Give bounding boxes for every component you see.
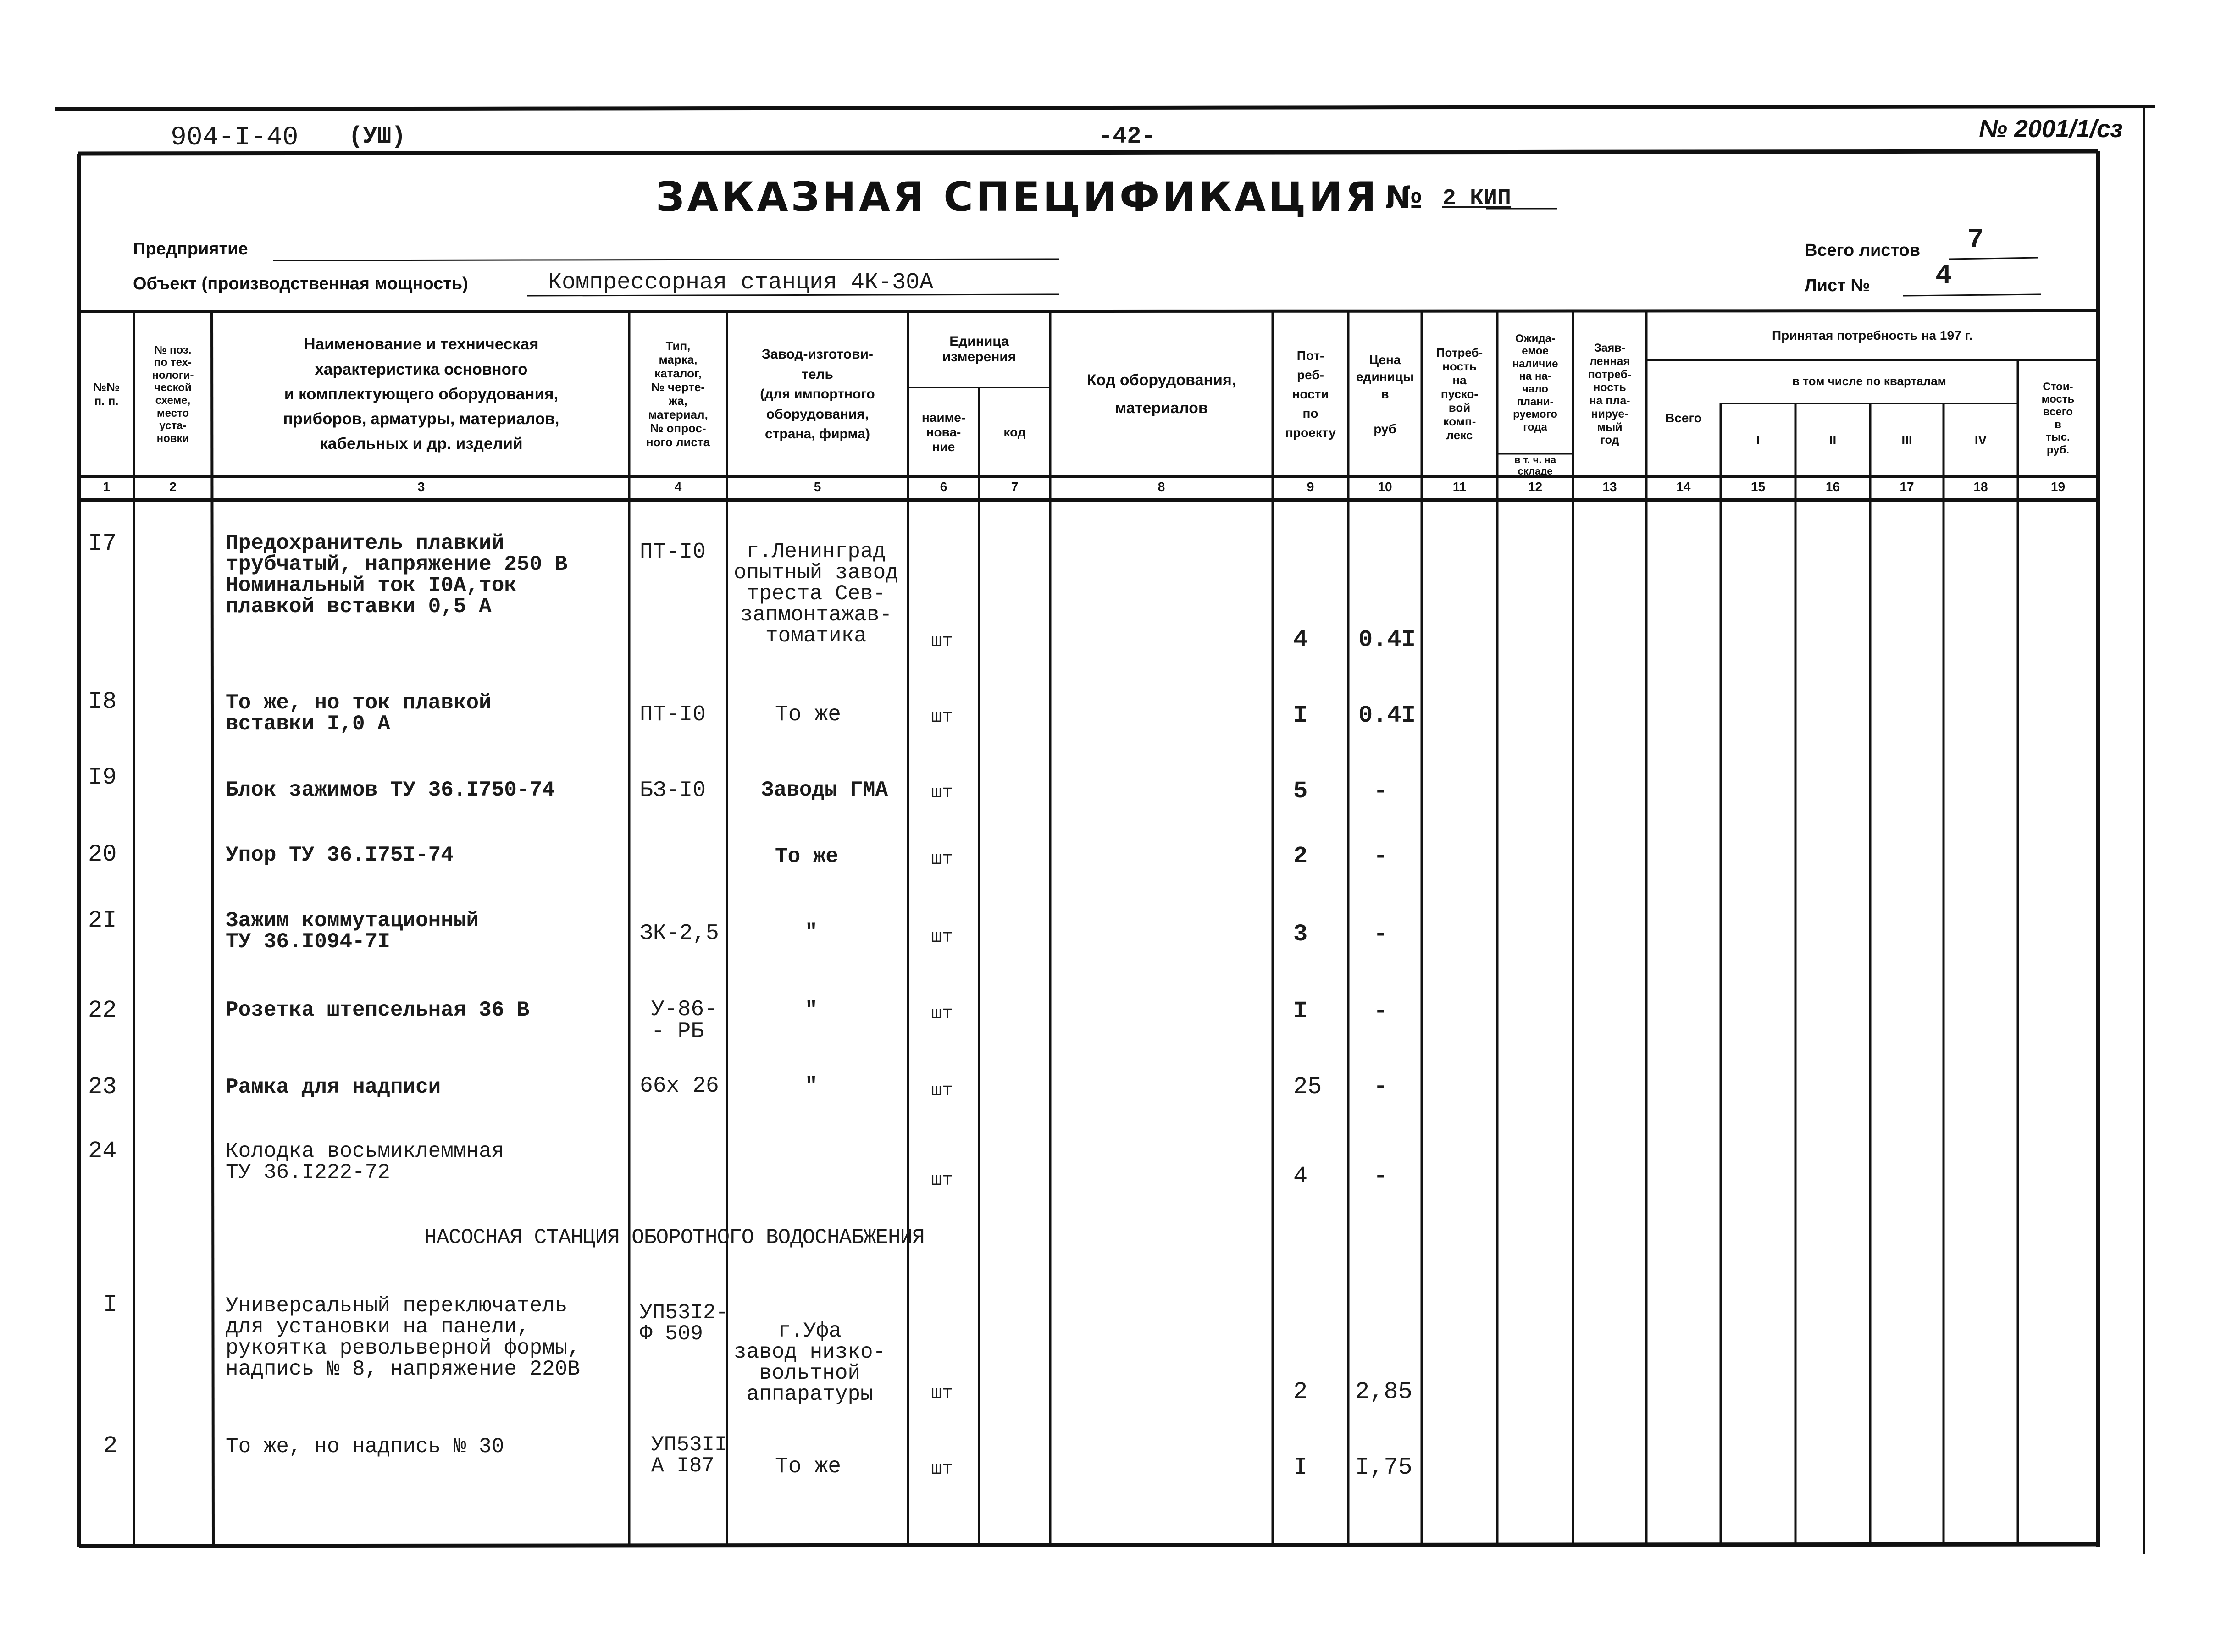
row-item-type: 66х 26 [640, 1074, 719, 1099]
row-item-name: Рамка для надписи [226, 1075, 441, 1099]
row-item-name: Колодка восьмиклеммная ТУ 36.I222-72 [226, 1139, 504, 1184]
row-item-type: БЗ-I0 [640, 778, 706, 803]
row-item-type: УП53I2- Ф 509 [640, 1301, 729, 1346]
row-item-unit: шт [931, 849, 953, 870]
section-code: (УШ) [349, 123, 406, 150]
row-item-unit: шт [931, 1004, 953, 1024]
row-item-name: Блок зажимов ТУ 36.I750-74 [226, 778, 555, 802]
row-item-qty: 3 [1293, 921, 1308, 948]
row-item-price: - [1374, 843, 1388, 870]
row-item-unit: шт [931, 927, 953, 948]
row-item-qty: 25 [1293, 1073, 1322, 1100]
row-number: 2 [103, 1432, 118, 1459]
row-item-name: Зажим коммутационный ТУ 36.I094-7I [226, 909, 479, 954]
col-number: 12 [1528, 480, 1543, 494]
row-item-unit: шт [931, 1459, 953, 1480]
col-number: 4 [674, 480, 682, 494]
row-item-unit: шт [931, 631, 953, 652]
row-item-type: ПТ-I0 [640, 702, 706, 727]
row-item-price: - [1374, 1163, 1388, 1190]
col-header-12: Ожида- емое наличие на на- чало плани- руемого года [1512, 332, 1558, 433]
col-number: 3 [417, 480, 425, 494]
col-header-13: Заяв- ленная потреб- ность на пла- нируе- мый год [1588, 342, 1632, 447]
row-item-maker: " [805, 998, 818, 1022]
row-item-type: ПТ-I0 [640, 540, 706, 564]
row-item-qty: 2 [1293, 843, 1308, 870]
row-item-maker: г.Уфа завод низко- вольтной аппаратуры [734, 1319, 886, 1406]
col-header-2: № поз. по тех- нологи- ческой схеме, место уста- новки [152, 343, 194, 445]
row-item-unit: шт [931, 707, 953, 728]
col-header-6: наиме- нова- ние [921, 410, 966, 454]
row-item-type: У-86- - РБ [651, 997, 718, 1044]
col-number: 17 [1900, 480, 1914, 494]
row-number: I7 [88, 530, 117, 557]
col-header-8: Код оборудования, материалов [1086, 371, 1236, 417]
col-header-6-7-group: Единица измерения [942, 333, 1016, 365]
row-item-qty: 4 [1293, 626, 1308, 653]
col-header-15: I [1756, 432, 1760, 447]
col-number: 7 [1011, 480, 1019, 494]
archive-stamp: № 2001/1/сз [1979, 115, 2123, 143]
row-item-type: ЗК-2,5 [640, 921, 719, 946]
col-header-11: Потреб- ность на пуско- вой комп- лекс [1436, 346, 1483, 442]
row-item-price: 0.4I [1358, 702, 1416, 729]
row-item-name: То же, но надпись № 30 [226, 1435, 504, 1459]
col-number: 19 [2050, 480, 2066, 494]
col-header-5: Завод-изготови- тель (для импортного оборудования, страна, фирма) [760, 347, 875, 442]
col-number: 2 [169, 480, 177, 494]
row-item-maker: Заводы ГМА [761, 778, 888, 802]
total-sheets-label: Всего листов [1805, 241, 1921, 260]
row-item-qty: 5 [1293, 778, 1308, 805]
row-item-qty: 4 [1293, 1163, 1308, 1190]
row-item-price: - [1374, 1073, 1388, 1100]
col-header-14-19-group: Принятая потребность на 197 г. [1772, 328, 1973, 343]
row-item-qty: 2 [1293, 1378, 1308, 1405]
spec-number-value: 2 КИП [1442, 186, 1512, 212]
col-header-17: III [1901, 432, 1912, 447]
row-item-name: Универсальный переключатель для установки на панели, рукоятка револьверной формы, надпись № 8, напряжение 220В [226, 1294, 580, 1381]
col-header-7: код [1003, 425, 1026, 439]
row-item-maker: То же [775, 1454, 842, 1479]
col-header-12-sub: в т. ч. на складе [1514, 453, 1556, 477]
col-number: 14 [1676, 480, 1691, 494]
col-number: 18 [1973, 480, 1988, 494]
col-number: 16 [1825, 480, 1840, 494]
row-item-maker: " [805, 920, 818, 944]
page-number: -42- [1098, 123, 1156, 150]
row-item-maker: г.Ленинград опытный завод треста Сев- запмонтажав- томатика [734, 540, 898, 648]
row-item-price: I,75 [1355, 1454, 1412, 1481]
row-item-type: УП53II А I87 [651, 1433, 727, 1478]
col-header-4: Тип, марка, каталог, № черте- жа, материал, № опрос- ного листа [646, 339, 710, 449]
row-item-name: Предохранитель плавкий трубчатый, напряжение 250 В Номинальный ток I0А,ток плавкой вставки 0,5 А [226, 531, 568, 619]
row-item-unit: шт [931, 1081, 953, 1101]
col-header-14: Всего [1665, 411, 1702, 425]
row-item-price: 0.4I [1358, 626, 1416, 653]
col-header-18: IV [1974, 432, 1987, 447]
col-number: 11 [1452, 480, 1467, 494]
row-item-qty: I [1293, 702, 1308, 729]
col-header-1: №№ п. п. [93, 380, 120, 408]
document-code: 904-I-40 [171, 123, 299, 153]
row-item-qty: I [1293, 998, 1308, 1025]
row-item-price: 2,85 [1355, 1378, 1412, 1405]
object-value: Компрессорная станция 4К-30А [548, 270, 934, 296]
row-number: I8 [88, 688, 117, 715]
row-item-name: Розетка штепсельная 36 В [226, 998, 530, 1022]
section-heading: НАСОСНАЯ СТАНЦИЯ ОБОРОТНОГО ВОДОСНАБЖЕНИЯ [424, 1226, 925, 1249]
col-number: 5 [814, 480, 821, 494]
row-number: 22 [88, 997, 117, 1024]
row-item-maker: " [805, 1074, 818, 1098]
enterprise-label: Предприятие [133, 239, 248, 259]
row-item-name: То же, но ток плавкой вставки I,0 А [226, 691, 492, 736]
col-header-15-18-group: в том числе по кварталам [1792, 374, 1946, 388]
row-item-maker: То же [775, 845, 839, 868]
row-item-price: - [1374, 921, 1388, 948]
row-item-unit: шт [931, 1383, 953, 1404]
row-item-qty: I [1293, 1454, 1308, 1481]
row-item-price: - [1374, 998, 1388, 1025]
col-number: 9 [1307, 480, 1314, 494]
row-number: 20 [88, 841, 117, 868]
object-label: Объект (производственная мощность) [133, 274, 468, 293]
sheet-number-label: Лист № [1805, 276, 1870, 295]
col-header-16: II [1829, 432, 1837, 447]
row-item-maker: То же [775, 702, 842, 727]
row-number: 23 [88, 1073, 117, 1100]
col-header-9: Пот- реб- ности по проекту [1285, 348, 1336, 440]
col-number: 15 [1750, 480, 1766, 494]
row-number: I [103, 1291, 118, 1318]
col-number: 13 [1602, 480, 1617, 494]
col-header-3: Наименование и техническая характеристика основного и комплектующего оборудования, приборов, арматуры, материалов, кабельных и др. изделий [283, 335, 559, 453]
row-number: 24 [88, 1138, 117, 1165]
spec-number-label: № [1385, 180, 1425, 216]
row-item-name: Упор ТУ 36.I75I-74 [226, 843, 454, 867]
total-sheets-value: 7 [1967, 225, 1984, 256]
row-item-price: - [1374, 778, 1388, 805]
document-title: ЗАКАЗНАЯ СПЕЦИФИКАЦИЯ [656, 173, 1379, 221]
row-number: 2I [88, 907, 117, 934]
col-header-19: Стои- мость всего в тыс. руб. [2041, 380, 2075, 456]
col-number: 10 [1378, 480, 1392, 494]
row-item-unit: шт [931, 783, 953, 803]
col-number: 8 [1158, 480, 1165, 494]
col-number: 1 [103, 480, 110, 494]
sheet-number-value: 4 [1935, 260, 1952, 292]
row-number: I9 [88, 764, 117, 791]
col-number: 6 [940, 480, 947, 494]
col-header-10: Цена единицы в руб [1356, 352, 1414, 436]
row-item-unit: шт [931, 1170, 953, 1191]
